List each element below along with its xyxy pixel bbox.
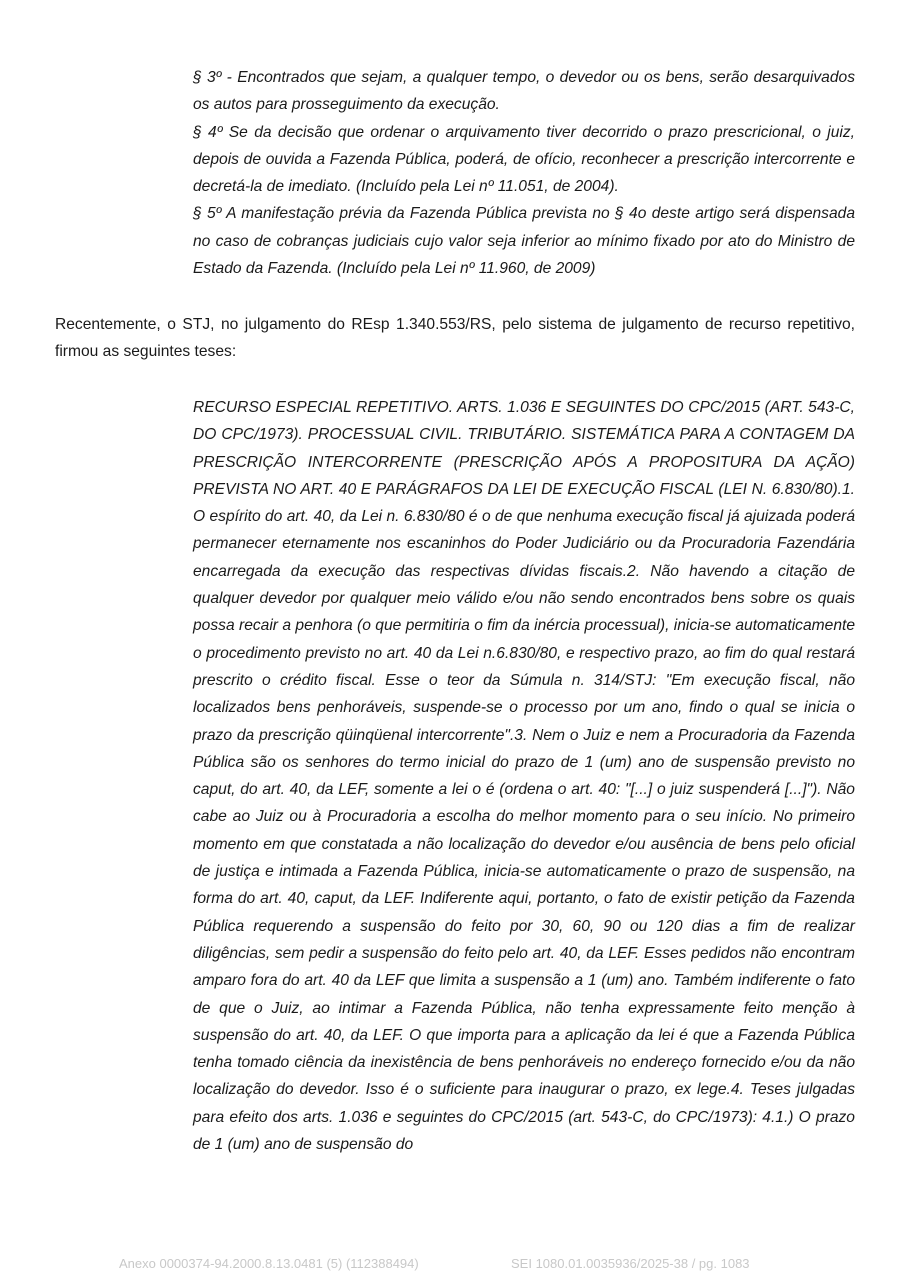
- ementa-quote: [193, 394, 855, 1158]
- footer-annex-reference: Anexo 0000374-94.2000.8.13.0481 (5) (112388494): [119, 1256, 419, 1271]
- body-paragraph: Recentemente, o STJ, no julgamento do REsp 1.340.553/RS, pelo sistema de julgamento de recurso repetitivo, firmou as seguintes teses:: [55, 316, 855, 361]
- paragraph-4: § 4º Se da decisão que ordenar o arquivamento tiver decorrido o prazo prescricional, o juiz, depois de ouvida a Fazenda Pública, poderá, de ofício, reconhecer a prescrição intercorrente e decretá-la de imediato. (Incluído pela Lei nº 11.051, de 2004).: [193, 123, 855, 196]
- paragraph-5: § 5º A manifestação prévia da Fazenda Pública prevista no § 4o deste artigo será dispensada no caso de cobranças judiciais cujo valor seja inferior ao mínimo fixado por ato do Ministro de Estado da Fazenda. (Incluído pela Lei nº 11.960, de 2009): [193, 205, 855, 278]
- footer-sei-reference: SEI 1080.01.0035936/2025-38 / pg. 1083: [511, 1256, 750, 1271]
- quoted-law-paragraphs: [193, 64, 855, 282]
- ementa-text: RECURSO ESPECIAL REPETITIVO. ARTS. 1.036 E SEGUINTES DO CPC/2015 (ART. 543-C, DO CPC/1973). PROCESSUAL CIVIL. TRIBUTÁRIO. SISTEMÁTICA PARA A CONTAGEM DA PRESCRIÇÃO INTERCORRENTE (PRESCRIÇÃO APÓS A PROPOSITURA DA AÇÃO) PREVISTA NO ART. 40 E PARÁGRAFOS DA LEI DE EXECUÇÃO FISCAL (LEI N. 6.830/80).1. O espírito do art. 40, da Lei n. 6.830/80 é o de que nenhuma execução fiscal já ajuizada poderá permanecer eternamente nos escaninhos do Poder Judiciário ou da Procuradoria Fazendária encarregada da execução das respectivas dívidas fiscais.2. Não havendo a citação de qualquer devedor por qualquer meio válido e/ou não sendo encontrados bens sobre os quais possa recair a penhora (o que permitiria o fim da inércia processual), inicia-se automaticamente o procedimento previsto no art. 40 da Lei n.6.830/80, e respectivo prazo, ao fim do qual restará prescrito o crédito fiscal. Esse o teor da Súmula n. 314/STJ: "Em execução fiscal, não localizados bens penhoráveis, suspende-se o processo por um ano, findo o qual se inicia o prazo da prescrição qüinqüenal intercorrente".3. Nem o Juiz e nem a Procuradoria da Fazenda Pública são os senhores do termo inicial do prazo de 1 (um) ano de suspensão previsto no caput, do art. 40, da LEF, somente a lei o é (ordena o art. 40: "[...] o juiz suspenderá [...]"). Não cabe ao Juiz ou à Procuradoria a escolha do melhor momento para o seu início. No primeiro momento em que constatada a não localização do devedor e/ou ausência de bens pelo oficial de justiça e intimada a Fazenda Pública, inicia-se automaticamente o prazo de suspensão, na forma do art. 40, caput, da LEF. Indiferente aqui, portanto, o fato de existir petição da Fazenda Pública requerendo a suspensão do feito por 30, 60, 90 ou 120 dias a fim de realizar diligências, sem pedir a suspensão do feito pelo art. 40, da LEF. Esses pedidos não encontram amparo fora do art. 40 da LEF que limita a suspensão a 1 (um) ano. Também indiferente o fato de que o Juiz, ao intimar a Fazenda Pública, não tenha expressamente feito menção à suspensão do art. 40, da LEF. O que importa para a aplicação da lei é que a Fazenda Pública tenha tomado ciência da inexistência de bens penhoráveis no endereço fornecido e/ou da não localização do devedor. Isso é o suficiente para inaugurar o prazo, ex lege.4. Teses julgadas para efeito dos arts. 1.036 e seguintes do CPC/2015 (art. 543-C, do CPC/1973): 4.1.) O prazo de 1 (um) ano de suspensão do: [193, 399, 855, 1154]
- paragraph-3: § 3º - Encontrados que sejam, a qualquer tempo, o devedor ou os bens, serão desarquivados os autos para prosseguimento da execução.: [193, 69, 855, 114]
